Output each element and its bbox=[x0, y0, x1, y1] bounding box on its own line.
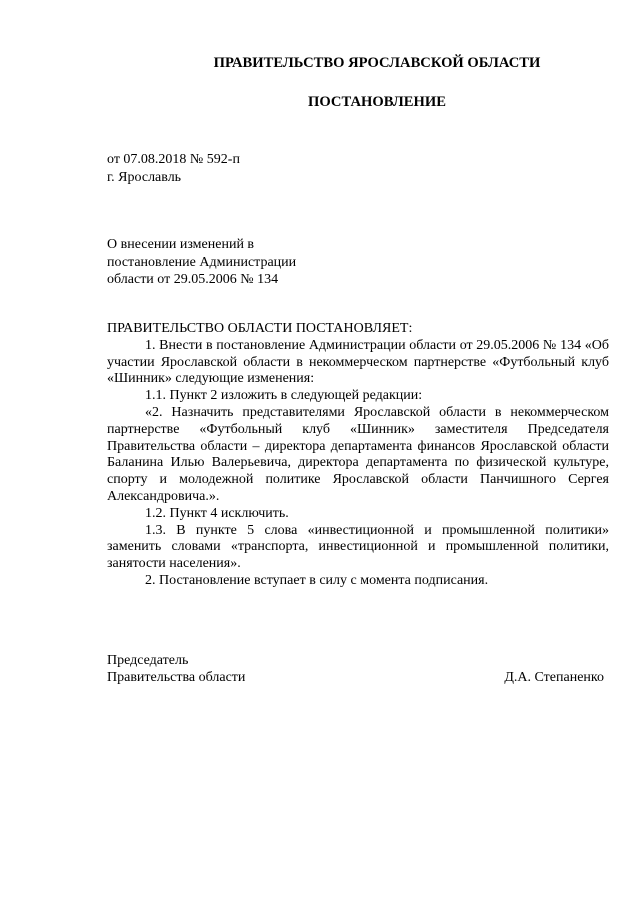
date-number: от 07.08.2018 № 592-п bbox=[107, 152, 240, 167]
item-1-2: 1.2. Пункт 4 исключить. bbox=[145, 505, 289, 521]
document-body bbox=[107, 321, 609, 590]
signature-row bbox=[107, 669, 609, 686]
preamble: ПРАВИТЕЛЬСТВО ОБЛАСТИ ПОСТАНОВЛЯЕТ: bbox=[107, 321, 413, 336]
document-meta bbox=[107, 151, 240, 187]
document-type: ПОСТАНОВЛЕНИЕ bbox=[308, 94, 446, 110]
signer-position-line: Председатель bbox=[107, 653, 189, 668]
city: г. Ярославль bbox=[107, 170, 182, 185]
signature-block bbox=[107, 652, 609, 686]
subject-line: постановление Администрации bbox=[107, 254, 297, 270]
item-1-1-text: «2. Назначить представителями Ярославской области в некоммерческом партнерстве «Футбольный клуб «Шинник» заместителя Председателя Правительства области – директора департамента финансов Ярославской области Баланина Илью Валерьевича, директора департамента по физической культуре, спорту и молодежной политике Ярославской области Панчишного Сергея Александровича.». bbox=[107, 404, 609, 504]
item-1-3: 1.3. В пункте 5 слова «инвестиционной и промышленной политики» заменить словами «транспорта, инвестиционной и промышленной политики, занятости населения». bbox=[107, 522, 609, 572]
item-1: 1. Внести в постановление Администрации области от 29.05.2006 № 134 «Об участии Ярославской области в некоммерческом партнерстве «Футбольный клуб «Шинник» следующие изменения: bbox=[107, 337, 609, 387]
signer-position-line: Правительства области bbox=[107, 670, 246, 685]
subject-line: области от 29.05.2006 № 134 bbox=[107, 272, 279, 287]
government-title: ПРАВИТЕЛЬСТВО ЯРОСЛАВСКОЙ ОБЛАСТИ bbox=[213, 55, 541, 71]
subject-line: О внесении изменений в bbox=[107, 237, 255, 252]
signer-name: Д.А. Степаненко bbox=[504, 670, 604, 685]
document-subject bbox=[107, 236, 296, 289]
item-2: 2. Постановление вступает в силу с момента подписания. bbox=[145, 572, 489, 588]
item-1-1: 1.1. Пункт 2 изложить в следующей редакции: bbox=[145, 388, 423, 404]
